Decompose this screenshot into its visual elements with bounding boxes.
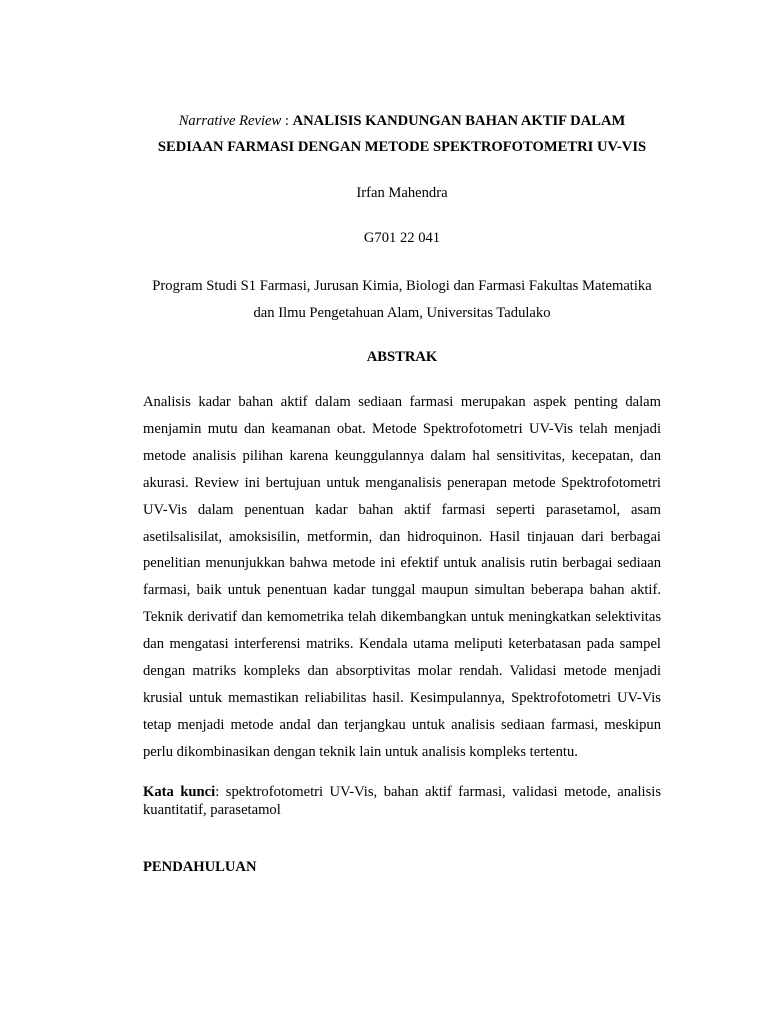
title-line-1 xyxy=(143,108,661,134)
affiliation-line-1: Program Studi S1 Farmasi, Jurusan Kimia, Biologi dan Farmasi Fakultas Matematika xyxy=(152,278,652,294)
affiliation xyxy=(143,273,661,327)
keywords-label: Kata kunci xyxy=(143,783,216,800)
abstract-heading: ABSTRAK xyxy=(366,349,438,365)
affiliation-line-2: dan Ilmu Pengetahuan Alam, Universitas Tadulako xyxy=(253,305,551,321)
title-text-1: ANALISIS KANDUNGAN BAHAN AKTIF DALAM xyxy=(292,113,626,129)
title-prefix: Narrative Review xyxy=(178,113,282,129)
paper-title xyxy=(143,108,661,160)
title-separator: : xyxy=(281,113,293,129)
student-id: G701 22 041 xyxy=(363,230,441,246)
abstract-text: Analisis kadar bahan aktif dalam sediaan farmasi merupakan aspek penting dalam menjamin mutu dan keamanan obat. Metode Spektrofotometri UV-Vis telah menjadi metode analisis pilihan karena keunggulannya dalam hal sensitivitas, kecepatan, dan akurasi. Review ini bertujuan untuk menganalisis penerapan metode Spektrofotometri UV-Vis dalam penentuan kadar bahan aktif farmasi seperti parasetamol, asam asetilsalisilat, amoksisilin, metformin, dan hidroquinon. Hasil tinjauan dari berbagai penelitian menunjukkan bahwa metode ini efektif untuk analisis rutin berbagai sediaan farmasi, baik untuk penentuan kadar tunggal maupun simultan beberapa bahan aktif. Teknik derivatif dan kemometrika telah dikembangkan untuk meningkatkan selektivitas dan mengatasi interferensi matriks. Kendala utama meliputi keterbatasan pada sampel dengan matriks kompleks dan absorptivitas molar rendah. Validasi metode menjadi krusial untuk memastikan reliabilitas hasil. Kesimpulannya, Spektrofotometri UV-Vis tetap menjadi metode andal dan terjangkau untuk analisis sediaan farmasi, meskipun perlu dikombinasikan dengan teknik lain untuk analisis kompleks tertentu. xyxy=(143,394,661,760)
title-line-2: SEDIAAN FARMASI DENGAN METODE SPEKTROFOTOMETRI UV-VIS xyxy=(157,139,647,155)
keywords xyxy=(143,783,661,819)
author-name: Irfan Mahendra xyxy=(356,185,448,201)
section-heading: PENDAHULUAN xyxy=(143,858,257,875)
keywords-text: : spektrofotometri UV-Vis, bahan aktif farmasi, validasi metode, analisis kuantitatif, parasetamol xyxy=(143,783,661,818)
document-page xyxy=(143,108,661,877)
